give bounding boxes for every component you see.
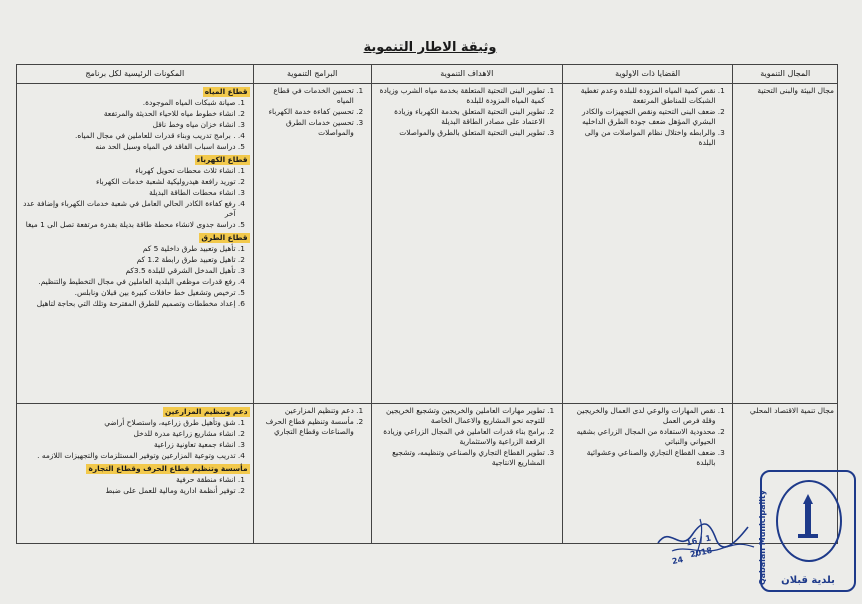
domain-cell	[733, 84, 838, 404]
list-item: 3. تطوير البنى التحتية المتعلق بالطرق والمواصلات	[375, 128, 545, 138]
list-item: 1. تطوير البنى التحتية المتعلقة بخدمة مياه الشرب وزيادة كمية المياه المزودة للبلدة	[375, 86, 545, 106]
list-item: 3. انشاء محطات الطاقة البديلة	[20, 188, 236, 198]
list-item: 2. مأسسة وتنظيم قطاع الحرف والصناعات وقطاع التجاري	[257, 417, 354, 437]
domain-label: مجال تنمية الاقتصاد المحلي	[749, 406, 834, 415]
stamp-arabic-text: بلدية قبلان	[781, 575, 835, 586]
signature-day: 24	[671, 554, 684, 567]
list-item: 6. إعداد مخططات وتصميم للطرق المقترحة وتلك التي بحاجة لتاهيل	[20, 299, 236, 309]
list-item: 2. تحسين كفاءة خدمة الكهرباء	[257, 107, 354, 117]
minaret-icon	[792, 494, 824, 542]
header-issues: القضايا ذات الاولوية	[562, 65, 733, 84]
municipality-stamp	[760, 470, 856, 592]
issues-cell	[562, 84, 733, 404]
table-row	[17, 84, 838, 404]
header-programs: البرامج التنموية	[253, 65, 371, 84]
list-item: 1. نقص كمية المياه المزودة للبلدة وعدم تغطية الشبكات للمناطق المرتفعة	[566, 86, 716, 106]
list-item: 1. دعم وتنظيم المزارعين	[257, 406, 354, 416]
farmers-section	[20, 406, 250, 461]
list-item: 1. نقص المهارات والوعي لدى العمال والخريجين وقلة فرص العمل	[566, 406, 716, 426]
stamp-english-text: Qabalan Municipality	[758, 490, 767, 586]
list-item: 3. انشاء جمعية تعاونية زراعية	[20, 440, 236, 450]
goals-cell	[371, 404, 562, 544]
programs-cell	[253, 404, 371, 544]
list-item: 2. توريد رافعة هيدروليكية لشعبة خدمات الكهرباء	[20, 177, 236, 187]
list-item: 2. انشاء مشاريع زراعية مدرة للدخل	[20, 429, 236, 439]
goals-cell	[371, 84, 562, 404]
domain-label: مجال البيئة والبنى التحتية	[757, 86, 834, 95]
header-domain: المجال التنموية	[733, 65, 838, 84]
page-title: وثيقة الاطار التنموية	[363, 40, 497, 55]
signature-year: 2018	[689, 545, 713, 560]
components-cell	[17, 84, 254, 404]
list-item: 4. تدريب وتوعية المزارعين وتوفير المستلزمات والتجهيزات اللازمه .	[20, 451, 236, 461]
list-item: 3. ضعف القطاع التجاري والصناعي وعشوائية بالبلدة	[566, 448, 716, 468]
section-heading: قطاع الطرق	[201, 232, 248, 242]
list-item: 3. والرابطه واختلال نظام المواصلات من والى البلدة	[566, 128, 716, 148]
components-cell	[17, 404, 254, 544]
list-item: 1. انشاء منطقة حرفية	[20, 475, 236, 485]
list-item: 5. ترخيص وتشغيل خط حافلات كبيرة بين قبلان ونابلس.	[20, 288, 236, 298]
signature-date: 16 / 1	[685, 533, 712, 548]
table-header-row	[17, 65, 838, 84]
crafts-section	[20, 463, 250, 496]
section-heading: قطاع الكهرباء	[196, 154, 248, 164]
water-section	[20, 86, 250, 152]
list-item: 3. تأهيل المدخل الشرقي للبلدة 3.5كم	[20, 266, 236, 276]
section-heading: قطاع المياه	[204, 87, 248, 96]
list-item: 5. دراسة جدوى لانشاء محطة طاقة بديلة بقدرة مرتفعة تصل الى 1 ميغا	[20, 220, 236, 230]
framework-table	[16, 64, 838, 544]
electricity-section	[20, 154, 250, 230]
header-goals: الاهداف التنموية	[371, 65, 562, 84]
list-item: 1. صيانة شبكات المياه الموجودة.	[20, 98, 236, 108]
list-item: 3. انشاء خزان مياه وخط ناقل	[20, 120, 236, 130]
list-item: 2. تطوير البنى التحتية المتعلق بخدمة الكهرباء وزيادة الاعتماد على مصادر الطاقة البديلة	[375, 107, 545, 127]
section-heading: مأسسة وتنظيم قطاع الحرف وقطاع التجارة	[88, 463, 248, 473]
list-item: 1. شق وتأهيل طرق زراعيه، واستصلاح أراضي	[20, 418, 236, 428]
section-heading: دعم وتنظيم المزارعين	[165, 407, 248, 416]
list-item: 3. تحسين خدمات الطرق والمواصلات	[257, 118, 354, 138]
list-item: 1. تطوير مهارات العاملين والخريجين وتشجيع الخريجين للتوجه نحو المشاريع والاعمال الخاصة	[375, 406, 545, 426]
list-item: 4. رفع قدرات موظفي البلدية العاملين في مجال التخطيط والتنظيم.	[20, 277, 236, 287]
list-item: 2. توفير أنظمة ادارية ومالية للعمل على ضبط	[20, 486, 236, 496]
list-item: 1. تحسين الخدمات في قطاع المياه	[257, 86, 354, 106]
programs-cell	[253, 84, 371, 404]
list-item: 4. رفع كفاءة الكادر الحالي العامل في شعبة خدمات الكهرباء وإضافة عدد آخر	[20, 199, 236, 219]
list-item: 1. تأهيل وتعبيد طرق داخلية 5 كم	[20, 244, 236, 254]
list-item: 2. برامج بناء قدرات العاملين في المجال الزراعي وزيادة الرقعة الزراعية والاستثمارية	[375, 427, 545, 447]
list-item: 4. . برامج تدريب وبناء قدرات للعاملين في مجال المياه.	[20, 131, 236, 141]
roads-section	[20, 232, 250, 309]
list-item: 5. دراسة اسباب الفاقد في المياه وسبل الحد منه	[20, 142, 236, 152]
list-item: 2. انشاء خطوط مياه للاحياء الحديثة والمرتفعة	[20, 109, 236, 119]
list-item: 2. تاهيل وتعبيد طرق رابطة 1.2 كم	[20, 255, 236, 265]
list-item: 1. انشاء ثلاث محطات تحويل كهرباء	[20, 166, 236, 176]
list-item: 3. تطوير القطاع التجاري والصناعي وتنظيمه، وتشجيع المشاريع الانتاجية	[375, 448, 545, 468]
list-item: 2. محدودية الاستفادة من المجال الزراعي بشقيه الحيواني والنباتي	[566, 427, 716, 447]
list-item: 2. ضعف البنى التحتيه ونقص التجهيزات والكادر البشري المؤهل ضعف جودة الطرق الداخليه	[566, 107, 716, 127]
header-components: المكونات الرئيسية لكل برنامج	[17, 65, 254, 84]
